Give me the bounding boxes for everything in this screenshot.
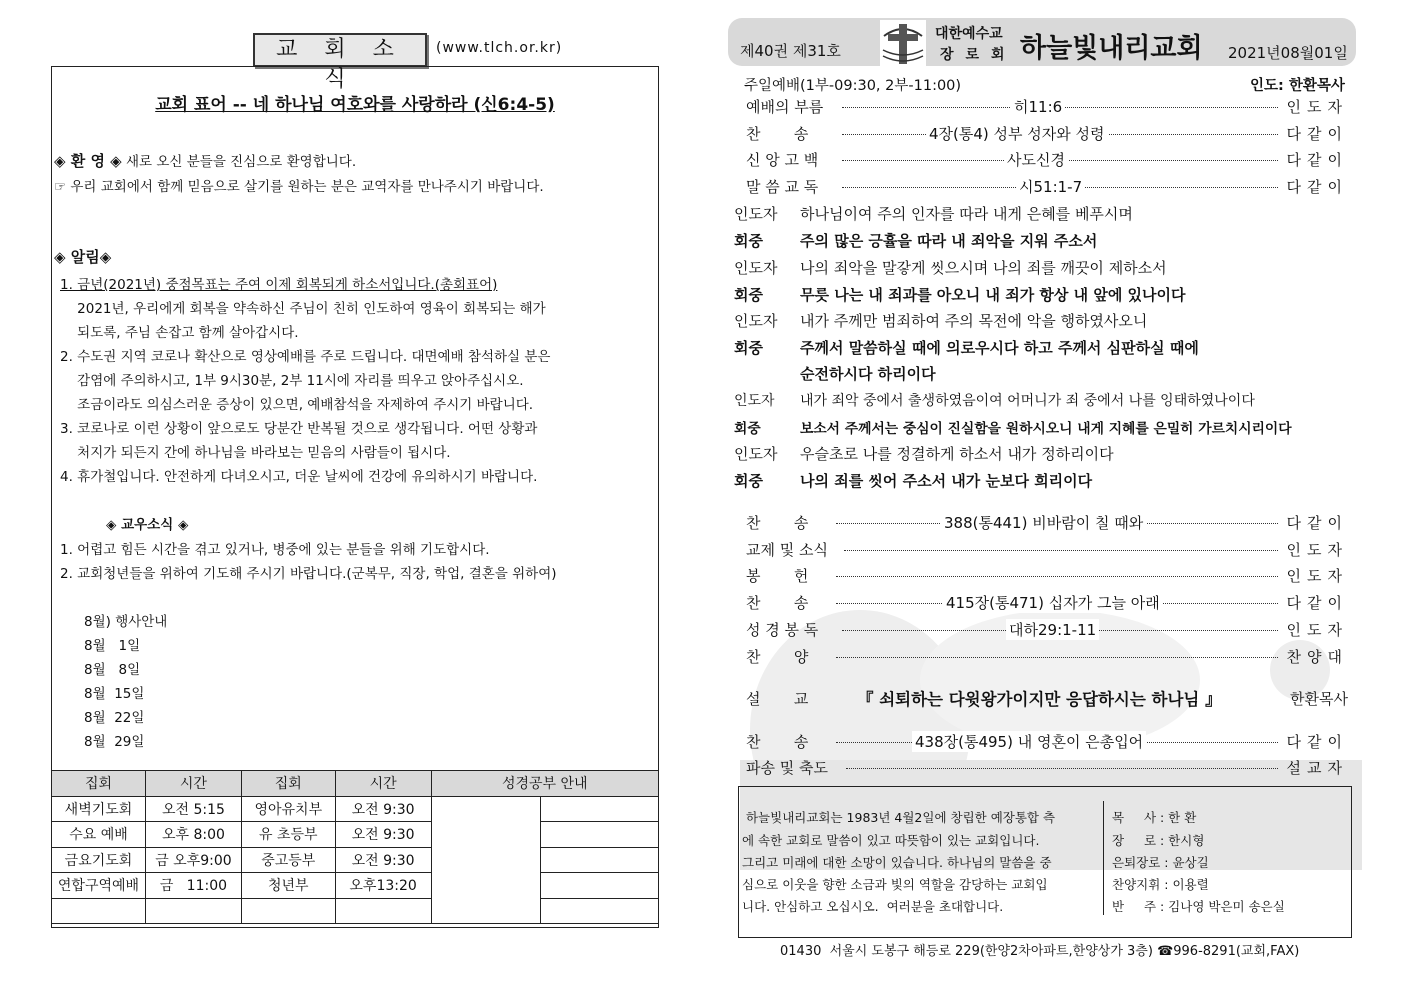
table-cell: 금 11:00	[145, 873, 241, 899]
welcome-heading: ◈ 환 영 ◈	[54, 152, 122, 170]
order-item	[736, 565, 1352, 585]
order-detail: 415장(통471) 십자가 그늘 아래	[943, 592, 1163, 613]
responsive-role: 인도자	[734, 393, 775, 409]
church-name: 하늘빛내리교회	[1020, 33, 1203, 64]
responsive-role: 인도자	[734, 445, 778, 463]
table-cell	[541, 822, 659, 848]
table-cell: 오전 5:15	[145, 796, 241, 822]
order-item	[736, 731, 1352, 751]
responsive-text: 주의 많은 긍휼을 따라 내 죄악을 지워 주소서	[800, 232, 1098, 250]
order-detail: 388(통441) 비바람이 칠 때와	[941, 512, 1146, 533]
table-cell: 오후13:20	[335, 873, 431, 899]
staff-line: 반 주 : 김나영 박은미 송은실	[1112, 899, 1285, 914]
responsive-text: 내가 죄악 중에서 출생하였음이여 어머니가 죄 중에서 나를 잉태하였나이다	[800, 393, 1255, 409]
responsive-line	[734, 284, 1186, 305]
responsive-text: 무릇 나는 내 죄과를 아오니 내 죄가 항상 내 앞에 있나이다	[800, 286, 1186, 304]
denomination-line-1: 대한예수교	[935, 26, 1003, 42]
order-detail: 대하29:1-11	[1006, 619, 1099, 640]
table-row	[52, 873, 659, 899]
event-date: 8월 29일	[84, 734, 145, 750]
schedule-table	[51, 770, 659, 924]
order-detail: 히11:6	[1011, 96, 1065, 117]
bulletin-date: 2021년08월01일	[1228, 44, 1348, 62]
order-item	[736, 176, 1352, 196]
table-cell	[541, 873, 659, 899]
table-cell	[541, 847, 659, 873]
responsive-text: 나의 죄를 씻어 주소서 내가 눈보다 희리이다	[800, 472, 1093, 490]
table-cell	[431, 796, 541, 924]
responsive-text: 주께서 말씀하실 때에 의로우시다 하고 주께서 심판하실 때에	[800, 339, 1199, 357]
order-item	[736, 149, 1352, 169]
col-header: 집회	[52, 771, 146, 797]
order-detail: 4장(통4) 성부 성자와 성령	[926, 123, 1108, 144]
table-cell: 오전 9:30	[335, 796, 431, 822]
table-row	[52, 822, 659, 848]
staff-line: 찬양지휘 : 이용렬	[1112, 877, 1209, 892]
preacher: 한환목사	[1290, 690, 1348, 708]
welcome-line-2: ☞ 우리 교회에서 함께 믿음으로 살기를 원하는 분은 교역자를 만나주시기 바랍니다.	[54, 179, 544, 195]
responsive-role: 회중	[734, 232, 763, 250]
notice-line: 1. 금년(2021년) 중점목표는 주여 이제 회복되게 하소서입니다.(총회표어)	[60, 277, 498, 293]
order-by: 인도자	[1286, 541, 1348, 559]
responsive-text: 내가 주께만 범죄하여 주의 목전에 악을 행하였사오니	[800, 312, 1148, 330]
order-item	[736, 539, 1352, 559]
table-cell: 청년부	[241, 873, 335, 899]
church-motto	[51, 90, 659, 115]
sermon-row	[736, 688, 1352, 712]
intro-line: 심으로 이웃을 향한 소금과 빛의 역할을 감당하는 교회입	[742, 877, 1048, 892]
staff-news-line: 2. 교회청년들을 위하여 기도해 주시기 바랍니다.(군복무, 직장, 학업, 결혼을 위하여)	[60, 566, 557, 582]
staff-line: 목 사 : 한 환	[1112, 810, 1197, 825]
notice-heading: ◈ 알림◈	[54, 248, 112, 266]
responsive-line	[734, 390, 1255, 410]
order-label: 교제 및 소식	[746, 541, 828, 559]
notice-line: 3. 코로나로 이런 상황이 앞으로도 당분간 반복될 것으로 생각됩니다. 어떤 상황과	[60, 421, 538, 437]
sermon-title: 『 쇠퇴하는 다윗왕가이지만 응답하시는 하나님 』	[857, 690, 1222, 709]
order-by: 인도자	[1286, 98, 1348, 116]
table-cell: 오전 9:30	[335, 847, 431, 873]
intro-line: 하늘빛내리교회는 1983년 4월2일에 창립한 예장통합 측	[742, 810, 1056, 825]
table-cell: 금요기도회	[52, 847, 146, 873]
table-cell: 금 오후9:00	[145, 847, 241, 873]
order-label: 찬 양	[746, 648, 809, 666]
order-label: 찬 송	[746, 594, 809, 612]
responsive-line	[734, 417, 1292, 437]
table-cell	[145, 898, 241, 924]
table-cell	[541, 898, 659, 924]
notice-line: 2021년, 우리에게 회복을 약속하신 주님이 친히 인도하여 영육이 회복되는 해가	[60, 301, 546, 317]
intro-line: 그리고 미래에 대한 소망이 있습니다. 하나님의 말씀을 중	[742, 855, 1052, 870]
notice-line: 2. 수도권 지역 코로나 확산으로 영상예배를 주로 드립니다. 대면예배 참석하실 분은	[60, 349, 551, 365]
order-by: 설교자	[1286, 759, 1348, 777]
table-cell: 중고등부	[241, 847, 335, 873]
service-times: 주일예배(1부-09:30, 2부-11:00)	[744, 78, 962, 94]
order-detail: 시51:1-7	[1016, 176, 1085, 197]
order-label: 성 경 봉 독	[746, 621, 819, 639]
order-item	[736, 512, 1352, 532]
table-cell	[52, 898, 146, 924]
order-item	[736, 592, 1352, 612]
col-header: 성경공부 안내	[431, 771, 658, 797]
order-item	[736, 619, 1352, 639]
order-label: 봉 헌	[746, 567, 809, 585]
order-item	[736, 96, 1352, 116]
table-cell	[241, 898, 335, 924]
order-by: 찬양대	[1286, 648, 1348, 666]
table-row	[52, 898, 659, 924]
events-heading: 8월) 행사안내	[84, 614, 168, 630]
responsive-text: 나의 죄악을 말갛게 씻으시며 나의 죄를 깨끗이 제하소서	[800, 259, 1167, 277]
table-cell: 수요 예배	[52, 822, 146, 848]
event-date: 8월 22일	[84, 710, 145, 726]
volume-number: 제40권 제31호	[740, 42, 841, 60]
responsive-line	[734, 257, 1167, 278]
staff-line: 장 로 : 한시형	[1112, 833, 1205, 848]
order-label: 찬 송	[746, 733, 809, 751]
staff-line: 은퇴장로 : 윤상길	[1112, 855, 1209, 870]
responsive-role: 회중	[734, 421, 761, 437]
event-date: 8월 1일	[84, 638, 141, 654]
notice-line: 되도록, 주님 손잡고 함께 살아갑시다.	[60, 325, 299, 341]
responsive-line	[734, 337, 1199, 358]
responsive-text: 하나님이여 주의 인자를 따라 내게 은혜를 베푸시며	[800, 205, 1133, 223]
responsive-line	[734, 363, 936, 384]
order-by: 다같이	[1286, 733, 1348, 751]
welcome-text: 새로 오신 분들을 진심으로 환영합니다.	[121, 154, 357, 170]
notice-line: 감염에 주의하시고, 1부 9시30분, 2부 11시에 자리를 띄우고 앉아주십시오.	[60, 373, 524, 389]
order-by: 인도자	[1286, 621, 1348, 639]
notice-line: 조금이라도 의심스러운 증상이 있으면, 예배참석을 자제하여 주시기 바랍니다.	[60, 397, 534, 413]
order-item	[736, 757, 1352, 777]
responsive-line	[734, 443, 1114, 464]
order-by: 인도자	[1286, 567, 1348, 585]
table-row	[52, 847, 659, 873]
order-item	[736, 123, 1352, 143]
order-label: 찬 송	[746, 514, 809, 532]
responsive-role: 회중	[734, 472, 763, 490]
table-row	[52, 796, 659, 822]
order-label: 파송 및 축도	[746, 759, 828, 777]
table-cell	[335, 898, 431, 924]
responsive-text: 보소서 주께서는 중심이 진실함을 원하시오니 내게 지혜를 은밀히 가르치시리이다	[800, 421, 1292, 437]
order-detail: 사도신경	[1004, 149, 1068, 170]
col-header: 시간	[335, 771, 431, 797]
staff-news-heading: ◈ 교우소식 ◈	[106, 517, 189, 533]
order-label: 말 씀 교 독	[746, 178, 819, 196]
info-divider	[1103, 801, 1104, 915]
table-cell: 오후 8:00	[145, 822, 241, 848]
table-cell	[541, 796, 659, 822]
worship-leader: 인도: 한환목사	[1250, 78, 1345, 94]
responsive-text: 순전하시다 하리이다	[800, 365, 936, 383]
responsive-role: 인도자	[734, 259, 778, 277]
order-by: 다같이	[1286, 594, 1348, 612]
intro-line: 에 속한 교회로 말씀이 있고 따뜻함이 있는 교회입니다.	[742, 833, 1040, 848]
order-by: 다같이	[1286, 178, 1348, 196]
order-detail: 438장(통495) 내 영혼이 은총입어	[912, 731, 1146, 752]
sermon-label: 설 교	[746, 690, 809, 708]
col-header: 시간	[145, 771, 241, 797]
denomination-line-2: 장로회	[940, 47, 1017, 63]
table-header-row	[52, 771, 659, 797]
order-label: 신 앙 고 백	[746, 151, 819, 169]
order-label: 찬 송	[746, 125, 809, 143]
order-by: 다같이	[1286, 514, 1348, 532]
table-cell: 유 초등부	[241, 822, 335, 848]
event-date: 8월 8일	[84, 662, 141, 678]
welcome-line	[54, 150, 356, 171]
table-cell: 영아유치부	[241, 796, 335, 822]
responsive-line	[734, 310, 1147, 331]
col-header: 집회	[241, 771, 335, 797]
table-cell: 연합구역예배	[52, 873, 146, 899]
cross-logo-icon	[880, 20, 926, 66]
page-title: 교 회 소 식	[253, 33, 427, 67]
website-url[interactable]: (www.tlch.or.kr)	[436, 40, 563, 56]
responsive-role: 회중	[734, 286, 763, 304]
order-item	[736, 646, 1352, 666]
responsive-text: 우슬초로 나를 정결하게 하소서 내가 정하리이다	[800, 445, 1114, 463]
order-label: 예배의 부름	[746, 98, 824, 116]
table-cell: 오전 9:30	[335, 822, 431, 848]
motto-text: 교회 표어 -- 네 하나님 여호와를 사랑하라 (신6:4-5)	[155, 95, 555, 115]
order-by: 다같이	[1286, 151, 1348, 169]
responsive-line	[734, 203, 1133, 224]
notice-line: 처지가 되든지 간에 하나님을 바라보는 믿음의 사람들이 됩시다.	[60, 445, 451, 461]
staff-news-line: 1. 어렵고 힘든 시간을 겪고 있거나, 병중에 있는 분들을 위해 기도합시다.	[60, 542, 490, 558]
responsive-role: 인도자	[734, 312, 778, 330]
notice-line: 4. 휴가철입니다. 안전하게 다녀오시고, 더운 날씨에 건강에 유의하시기 바랍니다.	[60, 469, 538, 485]
intro-line: 니다. 안심하고 오십시오. 여러분을 초대합니다.	[742, 899, 1004, 914]
responsive-role: 인도자	[734, 205, 778, 223]
responsive-line	[734, 470, 1092, 491]
table-cell: 새벽기도회	[52, 796, 146, 822]
responsive-role: 회중	[734, 339, 763, 357]
responsive-line	[734, 230, 1097, 251]
event-date: 8월 15일	[84, 686, 145, 702]
church-address: 01430 서울시 도봉구 해등로 229(한양2차아파트,한양상가 3층) ☎996-8291(교회,FAX)	[780, 944, 1300, 959]
order-by: 다같이	[1286, 125, 1348, 143]
